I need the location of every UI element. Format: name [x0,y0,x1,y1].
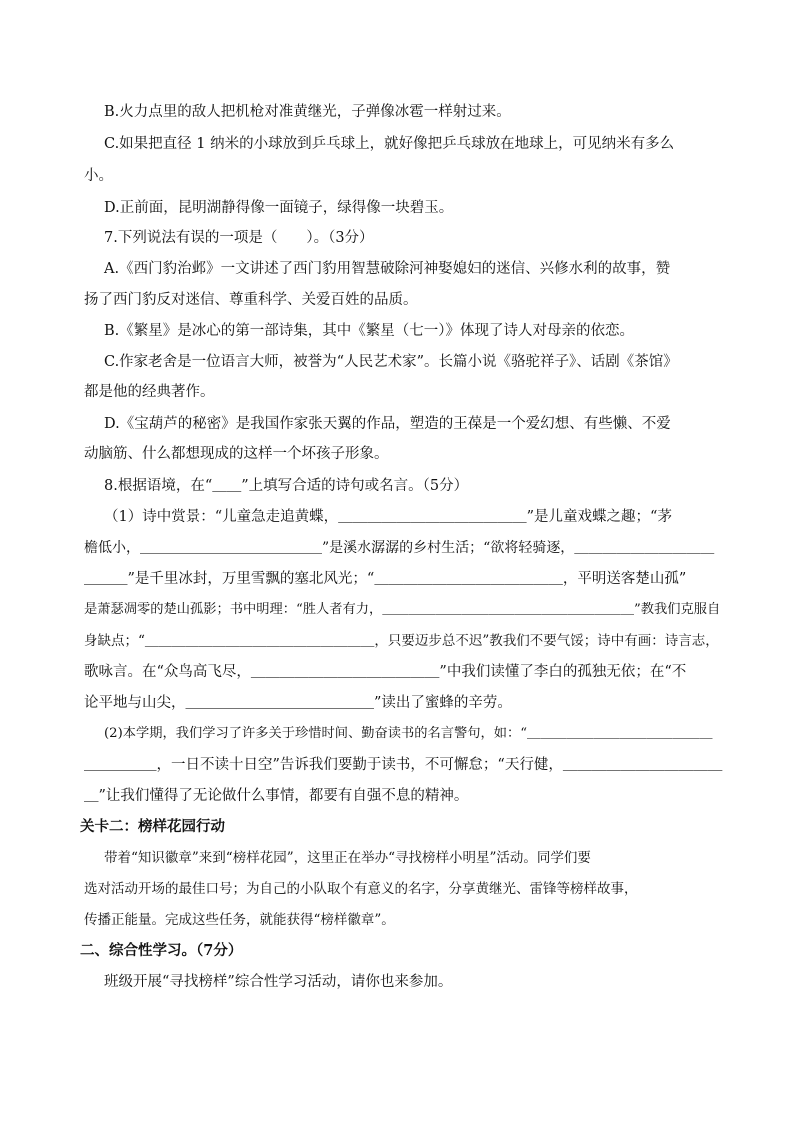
question-7: 7.下列说法有误的一项是（ ）。（3分） [104,230,374,246]
story-intro: 带着“知识徽章”来到“榜样花园”，这里正在举办“寻找榜样小明星”活动。同学们要 [104,850,591,866]
story-intro-line2: 选对活动开场的最佳口号；为自己的小队取个有意义的名字，分享黄继光、雷锋等榜样故事， [84,881,638,897]
q8-part1-line6: 歌咏言。在“众鸟高飞尽，＿＿＿＿＿＿＿＿＿＿＿＿＿”中我们读懂了李白的孤独无依；在“不 [84,664,687,680]
q8-part1-line7: 论平地与山尖，＿＿＿＿＿＿＿＿＿＿＿＿＿”读出了蜜蜂的辛劳。 [84,695,512,711]
option-c-text: C.如果把直径 1 纳米的小球放到乒乓球上，就好像把乒乓球放在地球上，可见纳米有多么 [104,136,675,152]
section-heading-level2: 关卡二：榜样花园行动 [80,818,225,835]
story-intro-line3: 传播正能量。完成这些任务，就能获得“榜样徽章”。 [84,912,395,928]
q8-part2-line3: ＿”让我们懂得了无论做什么事情，都要有自强不息的精神。 [84,788,469,804]
option-d-text: D.正前面，昆明湖静得像一面镜子，绿得像一块碧玉。 [104,200,454,216]
q7-option-b: B.《繁星》是冰心的第一部诗集，其中《繁星（七一）》体现了诗人对母亲的依恋。 [104,323,635,339]
q8-part1-line3: ＿＿＿”是千里冰封，万里雪飘的塞北风光；“＿＿＿＿＿＿＿＿＿＿＿＿＿，平明送客楚山孤” [84,571,687,587]
q8-part1-line4: 是萧瑟凋零的楚山孤影；书中明理：“胜人者有力，＿＿＿＿＿＿＿＿＿＿＿＿＿＿＿＿＿＿＿”教我们克服自 [84,602,721,617]
q8-part2: (2)本学期，我们学习了许多关于珍惜时间、勤奋读书的名言警句，如：“＿＿＿＿＿＿＿＿＿＿＿＿＿＿ [104,726,713,741]
q7-option-d-cont: 动脑筋、什么都想现成的这样一个坏孩子形象。 [84,446,389,462]
q7-option-a: A.《西门豹治邺》一文讲述了西门豹用智慧破除河神娶媳妇的迷信、兴修水利的故事，赞 [104,261,671,277]
q7-option-c: C.作家老舍是一位语言大师，被誉为“人民艺术家”。长篇小说《骆驼祥子》、话剧《茶馆》 [104,354,678,370]
activity-intro: 班级开展“寻找榜样”综合性学习活动，请你也来参加。 [104,974,453,990]
q8-part1-line2: 檐低小，＿＿＿＿＿＿＿＿＿＿＿＿＿”是溪水潺潺的乡村生活；“欲将轻骑逐，＿＿＿＿＿＿＿＿＿＿ [84,540,715,556]
option-b-text: B.火力点里的敌人把机枪对准黄继光，子弹像冰雹一样射过来。 [104,104,511,120]
option-c-text-cont: 小。 [84,168,113,184]
q7-option-d: D.《宝葫芦的秘密》是我国作家张天翼的作品，塑造的王葆是一个爱幻想、有些懒、不爱 [104,416,671,432]
q8-part1: （1）诗中赏景：“儿童急走追黄蝶，＿＿＿＿＿＿＿＿＿＿＿＿＿”是儿童戏蝶之趣；“茅 [104,509,672,525]
q8-part1-line5: 身缺点；“＿＿＿＿＿＿＿＿＿＿＿＿＿＿＿＿＿，只要迈步总不迟”教我们不要气馁；诗中有画：诗言志， [84,633,719,649]
question-8: 8.根据语境，在“＿＿”上填写合适的诗句或名言。（5分） [104,478,469,494]
q7-option-c-cont: 都是他的经典著作。 [84,384,215,400]
q7-option-a-cont: 扬了西门豹反对迷信、尊重科学、关爱百姓的品质。 [84,292,418,308]
section-heading-comprehensive: 二、综合性学习。（7分） [80,942,243,959]
q8-part2-line2: ＿＿＿＿＿，一日不读十日空”告诉我们要勤于读书，不可懈怠；“天行健，＿＿＿＿＿＿＿＿＿＿＿ [84,757,723,773]
